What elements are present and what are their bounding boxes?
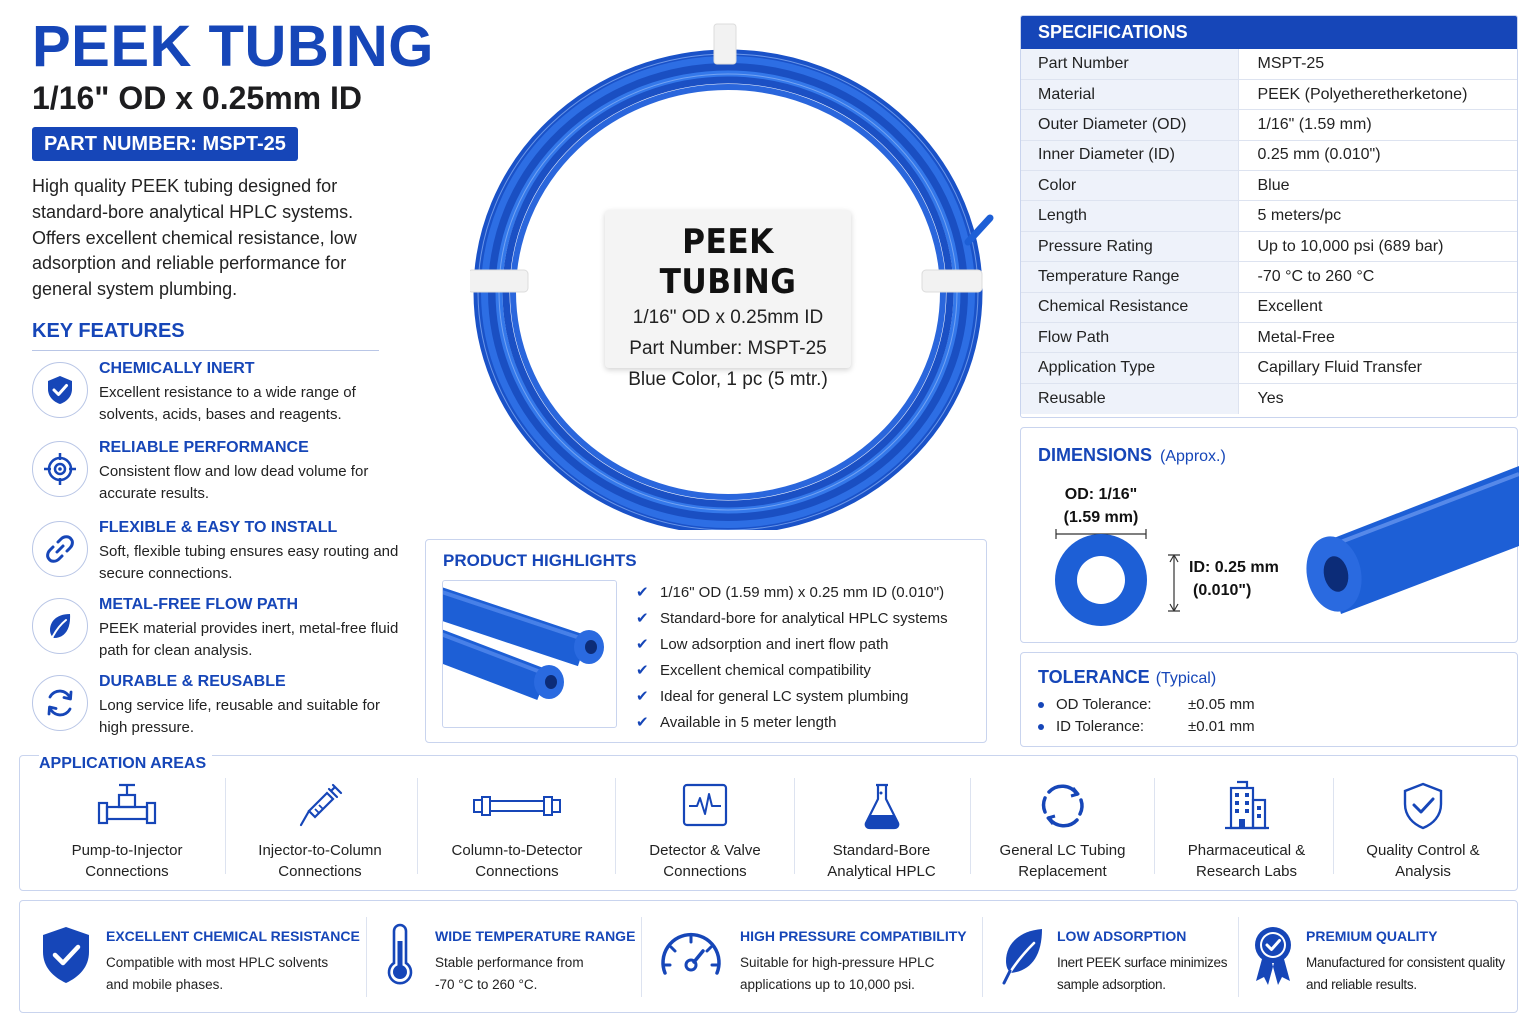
award-ribbon-icon [1250, 923, 1296, 987]
intro-text: High quality PEEK tubing designed for standard-bore analytical HPLC systems. Offers excellent chemical resistance, low adsorption and reliable performance for general system plumbing. [32, 176, 357, 300]
feature-desc: Soft, flexible tubing ensures easy routing and secure connections. [99, 543, 399, 582]
tolerance-row-od: OD Tolerance: ±0.05 mm [1038, 696, 1152, 713]
benefit-temperature-range: WIDE TEMPERATURE RANGE Stable performance from -70 °C to 260 °C. [380, 901, 640, 1014]
app-pharma-labs: Pharmaceutical & Research Labs [1159, 778, 1334, 878]
app-injector-column: Injector-to-Column Connections [230, 778, 410, 878]
refresh-icon [32, 675, 88, 731]
dimensions-note: (Approx.) [1160, 448, 1226, 465]
leaf-icon [1000, 923, 1046, 987]
pipe-valve-icon [32, 778, 222, 834]
list-item: ✔ Low adsorption and inert flow path [636, 632, 948, 658]
key-features-title: KEY FEATURES [32, 320, 185, 342]
list-item: ✔ Available in 5 meter length [636, 710, 948, 736]
target-icon [32, 441, 88, 497]
list-item: ✔ 1/16" OD (1.59 mm) x 0.25 mm ID (0.010") [636, 580, 948, 606]
monitor-pulse-icon [620, 778, 790, 834]
table-row: Part Number MSPT-25 [1021, 49, 1517, 79]
check-icon: ✔ [636, 636, 649, 653]
table-row: Flow Path Metal-Free [1021, 323, 1517, 353]
feature-chemically-inert [32, 360, 402, 422]
label-title: PEEK TUBING [659, 222, 797, 302]
list-item: ✔ Excellent chemical compatibility [636, 658, 948, 684]
table-row: Material PEEK (Polyetheretherketone) [1021, 79, 1517, 109]
label-line-1: 1/16" OD x 0.25mm ID [632, 307, 824, 328]
app-quality-control: Quality Control & Analysis [1338, 778, 1508, 878]
tolerance-note: (Typical) [1155, 670, 1217, 687]
application-areas-title: APPLICATION AREAS [39, 755, 212, 773]
check-icon: ✔ [636, 662, 649, 679]
shield-check-icon [32, 362, 88, 418]
check-icon: ✔ [636, 688, 649, 705]
shield-check-icon [36, 923, 96, 987]
feature-reliable-performance [32, 439, 402, 501]
tolerance-row-id: ID Tolerance: ±0.01 mm [1038, 718, 1144, 735]
benefits-strip [19, 900, 1518, 1013]
highlights-title: PRODUCT HIGHLIGHTS [443, 551, 637, 570]
divider [615, 778, 616, 874]
divider [1238, 917, 1239, 997]
feature-title: DURABLE & REUSABLE [99, 673, 286, 690]
feature-metal-free [32, 596, 402, 658]
app-detector-valve: Detector & Valve Connections [620, 778, 790, 878]
app-column-detector: Column-to-Detector Connections [422, 778, 612, 878]
shield-check-icon [1338, 778, 1508, 834]
table-row: Reusable Yes [1021, 383, 1517, 413]
list-item: ✔ Ideal for general LC system plumbing [636, 684, 948, 710]
table-row: Application Type Capillary Fluid Transfer [1021, 353, 1517, 383]
app-standard-bore: Standard-Bore Analytical HPLC [799, 778, 964, 878]
app-pump-injector: Pump-to-Injector Connections [32, 778, 222, 878]
key-features-divider [32, 350, 379, 351]
product-label-card [605, 210, 851, 390]
divider [794, 778, 795, 874]
feature-title: FLEXIBLE & EASY TO INSTALL [99, 519, 338, 536]
building-icon [1159, 778, 1334, 834]
benefit-high-pressure: HIGH PRESSURE COMPATIBILITY Suitable for high-pressure HPLC applications up to 10,000 psi. [656, 901, 976, 1014]
divider [641, 917, 642, 997]
table-row: Outer Diameter (OD) 1/16" (1.59 mm) [1021, 110, 1517, 140]
dimensions-panel [1020, 427, 1518, 643]
divider [1154, 778, 1155, 874]
benefit-premium-quality: PREMIUM QUALITY Manufactured for consistent quality and reliable results. [1250, 901, 1510, 1014]
table-row: Length 5 meters/pc [1021, 201, 1517, 231]
thermometer-icon [380, 923, 420, 987]
divider [417, 778, 418, 874]
feature-title: RELIABLE PERFORMANCE [99, 439, 309, 456]
column-icon [422, 778, 612, 834]
table-row: Temperature Range -70 °C to 260 °C [1021, 262, 1517, 292]
specifications-panel [1020, 15, 1518, 418]
benefit-chemical-resistance: EXCELLENT CHEMICAL RESISTANCE Compatible with most HPLC solvents and mobile phases. [36, 901, 366, 1014]
od-label: OD: 1/16" (1.59 mm) [1063, 486, 1139, 526]
tolerance-panel [1020, 652, 1518, 747]
feature-durable-reusable [32, 673, 402, 735]
table-row: Inner Diameter (ID) 0.25 mm (0.010") [1021, 140, 1517, 170]
check-icon: ✔ [636, 714, 649, 731]
page-title: PEEK TUBING [32, 14, 434, 79]
syringe-icon [230, 778, 410, 834]
feature-desc: Excellent resistance to a wide range of solvents, acids, bases and reagents. [99, 384, 356, 423]
divider [225, 778, 226, 874]
table-row: Pressure Rating Up to 10,000 psi (689 bar) [1021, 231, 1517, 261]
specifications-table [1021, 49, 1517, 414]
feature-title: CHEMICALLY INERT [99, 360, 255, 377]
check-icon: ✔ [636, 584, 649, 601]
highlights-list [636, 580, 948, 736]
feature-desc: Consistent flow and low dead volume for accurate results. [99, 463, 369, 502]
cycle-icon [975, 778, 1150, 834]
feature-title: METAL-FREE FLOW PATH [99, 596, 299, 613]
tube-closeup-image [442, 580, 617, 728]
divider [970, 778, 971, 874]
benefit-low-adsorption: LOW ADSORPTION Inert PEEK surface minimizes sample adsorption. [1000, 901, 1240, 1014]
divider [366, 917, 367, 997]
app-general-lc: General LC Tubing Replacement [975, 778, 1150, 878]
table-row: Color Blue [1021, 171, 1517, 201]
label-line-3: Blue Color, 1 pc (5 mtr.) [628, 369, 828, 390]
specifications-title: SPECIFICATIONS [1021, 16, 1517, 49]
feature-flexible-install [32, 519, 402, 581]
tolerance-title: TOLERANCE (Typical) [1038, 667, 1217, 687]
divider [1333, 778, 1334, 874]
feature-desc: Long service life, reusable and suitable for high pressure. [99, 697, 381, 736]
gauge-icon [656, 923, 726, 987]
list-item: ✔ Standard-bore for analytical HPLC systems [636, 606, 948, 632]
leaf-icon [32, 598, 88, 654]
application-areas-panel [19, 755, 1518, 891]
flask-icon [799, 778, 964, 834]
link-icon [32, 521, 88, 577]
check-icon: ✔ [636, 610, 649, 627]
part-number-badge: PART NUMBER: MSPT-25 [32, 127, 298, 161]
product-highlights-panel [425, 539, 987, 743]
label-line-2: Part Number: MSPT-25 [629, 338, 827, 359]
divider [982, 917, 983, 997]
feature-desc: PEEK material provides inert, metal-free fluid path for clean analysis. [99, 620, 399, 659]
id-label: ID: 0.25 mm (0.010") [1189, 559, 1279, 599]
table-row: Chemical Resistance Excellent [1021, 292, 1517, 322]
page-subtitle: 1/16" OD x 0.25mm ID [32, 80, 362, 116]
dimensions-title: DIMENSIONS (Approx.) [1038, 445, 1226, 465]
